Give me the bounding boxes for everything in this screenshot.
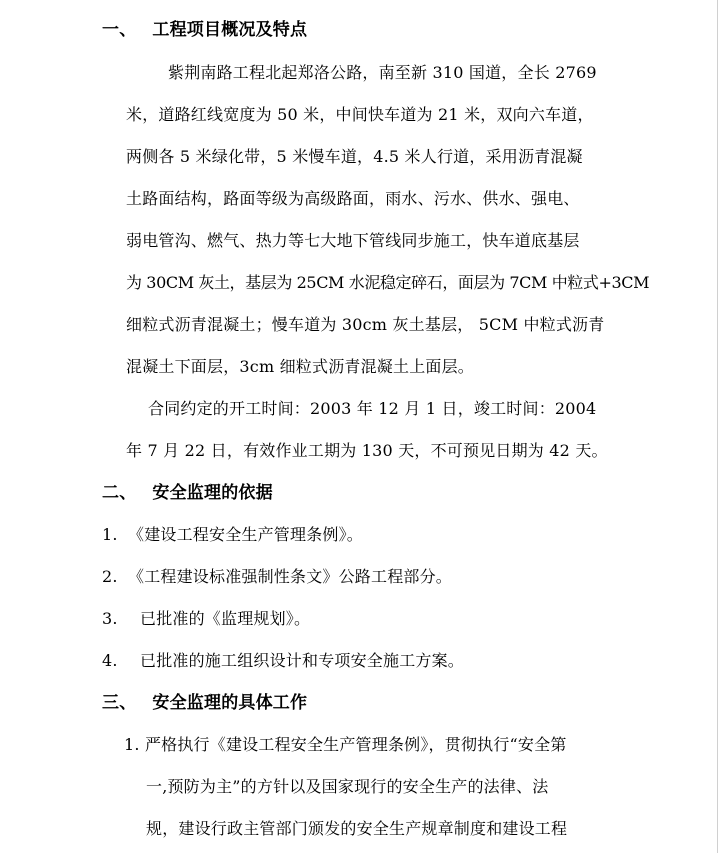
section-heading-1 [102,9,307,51]
list-text: 《建设工程安全生产管理条例》。 [128,525,364,544]
list-number: 4. [102,651,118,670]
overview-line-5: 弱电管沟、燃气、热力等七大地下管线同步施工，快车道底基层 [126,231,580,250]
section-number: 二、 [102,483,137,503]
list-number: 3. [102,609,118,628]
basis-item-2 [102,556,452,598]
list-number: 1. [102,525,118,544]
overview-line-8: 混凝土下面层，3cm 细粒式沥青混凝土上面层。 [126,357,474,376]
contract-line-2: 年 7 月 22 日，有效作业工期为 130 天，不可预见日期为 42 天。 [126,441,608,460]
list-text: 《工程建设标准强制性条文》公路工程部分。 [128,567,453,586]
overview-line-1: 紫荆南路工程北起郑洛公路，南至新 310 国道，全长 2769 [168,63,597,82]
section-title: 工程项目概况及特点 [152,20,308,40]
basis-item-3 [102,598,310,640]
section-heading-2 [102,472,273,514]
section-title: 安全监理的具体工作 [152,693,308,713]
list-text: 已批准的《监理规划》。 [140,609,311,628]
basis-item-4 [102,640,464,682]
work-item-line-3: 规，建设行政主管部门颁发的安全生产规章制度和建设工程 [146,819,568,838]
section-number: 一、 [102,20,137,40]
work-item-line-1: 1. 严格执行《建设工程安全生产管理条例》，贯彻执行“安全第 [124,735,567,754]
contract-line-1: 合同约定的开工时间：2003 年 12 月 1 日，竣工时间：2004 [148,399,597,418]
section-number: 三、 [102,693,137,713]
overview-line-2: 米，道路红线宽度为 50 米，中间快车道为 21 米，双向六车道， [126,105,594,124]
list-number: 2. [102,567,118,586]
section-title: 安全监理的依据 [152,483,273,503]
list-text: 已批准的施工组织设计和专项安全施工方案。 [140,651,465,670]
overview-line-7: 细粒式沥青混凝土；慢车道为 30cm 灰土基层， 5CM 中粒式沥青 [126,315,605,334]
section-heading-3 [102,682,307,724]
overview-line-3: 两侧各 5 米绿化带，5 米慢车道，4.5 米人行道，采用沥青混凝 [126,147,583,166]
overview-line-6: 为 30CM 灰土，基层为 25CM 水泥稳定碎石，面层为 7CM 中粒式+3CM [126,273,650,292]
overview-line-4: 土路面结构，路面等级为高级路面，雨水、污水、供水、强电、 [126,189,580,208]
basis-item-1 [102,514,363,556]
work-item-line-2: 一,预防为主”的方针以及国家现行的安全生产的法律、法 [146,777,549,796]
